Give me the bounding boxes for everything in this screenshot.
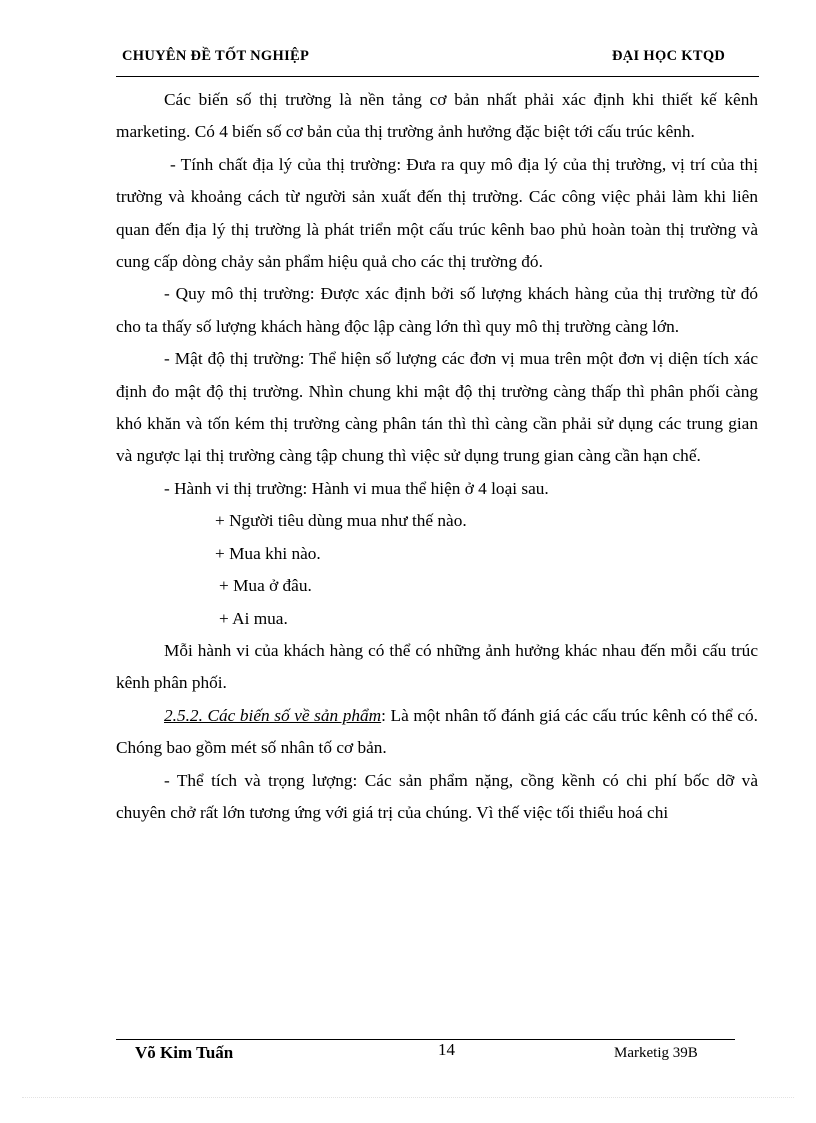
paragraph-market-variables: Các biến số thị trường là nền tảng cơ bản nhất phải xác định khi thiết kế kênh marketing. Có 4 biến số cơ bản của thị trường ảnh hưởng đặc biệt tới cấu trúc kênh. (116, 90, 758, 142)
paragraph-market-density: - Mật độ thị trường: Thể hiện số lượng các đơn vị mua trên một đơn vị diện tích xác định đo mật độ thị trường. Nhìn chung khi mật độ thị trường càng thấp thì phân phối càng khó khăn và tốn kém thị trường càng phân tán thì thì càng cần phải sử dụng các trung gian và ngược lại thị trường càng tập chung thì việc sử dụng trung gian càng cần hạn chế. (116, 349, 758, 466)
paragraph-behavior-impact: Mỗi hành vi của khách hàng có thể có những ảnh hưởng khác nhau đến mỗi cấu trúc kênh phân phối. (116, 640, 758, 693)
list-item-who: + Ai mua. (219, 608, 288, 628)
section-heading-text: : Là một nhân tố đánh giá các cấu trúc kênh có thể có. Chóng bao gồm mét số nhân tố cơ bản. (116, 705, 758, 758)
header-divider (116, 76, 759, 77)
paragraph-product-variables (116, 700, 758, 765)
paragraph-volume-weight: - Thể tích và trọng lượng: Các sản phẩm nặng, cồng kềnh có chi phí bốc dỡ và chuyên chở rất lớn tương ứng với giá trị của chúng. Vì thế việc tối thiểu hoá chi (116, 770, 758, 822)
header-left-title: CHUYÊN ĐỀ TỐT NGHIỆP (122, 48, 310, 64)
list-item-when: + Mua khi nào. (215, 543, 321, 563)
paragraph-geography: - Tính chất địa lý của thị trường: Đưa ra quy mô địa lý của thị trường, vị trí của thị trường và khoảng cách từ người sản xuất đến thị trường. Các công việc phải làm khi liên quan đến địa lý thị trường là phát triển một cấu trúc kênh bao phủ hoàn toàn thị trường và cung cấp dòng chảy sản phẩm hiệu quả cho các thị trường đó. (116, 154, 758, 272)
footer-class: Marketig 39B (614, 1045, 698, 1061)
footer-author: Võ Kim Tuấn (135, 1043, 234, 1062)
body-text (116, 84, 758, 829)
paragraph-market-behavior: - Hành vi thị trường: Hành vi mua thể hiện ở 4 loại sau. (164, 478, 549, 498)
list-item-how: + Người tiêu dùng mua như thế nào. (215, 511, 467, 531)
list-item-where: + Mua ở đâu. (219, 576, 312, 596)
page-number: 14 (438, 1040, 455, 1059)
section-heading-2-5-2: 2.5.2. Các biến số về sản phẩm (164, 705, 382, 725)
page-bottom-divider (22, 1097, 794, 1098)
footer-divider (116, 1039, 735, 1040)
paragraph-market-size: - Quy mô thị trường: Được xác định bởi số lượng khách hàng của thị trường từ đó cho ta thấy số lượng khách hàng độc lập càng lớn thì quy mô thị trường càng lớn. (116, 284, 758, 336)
header-right-title: ĐẠI HỌC KTQD (612, 48, 726, 64)
